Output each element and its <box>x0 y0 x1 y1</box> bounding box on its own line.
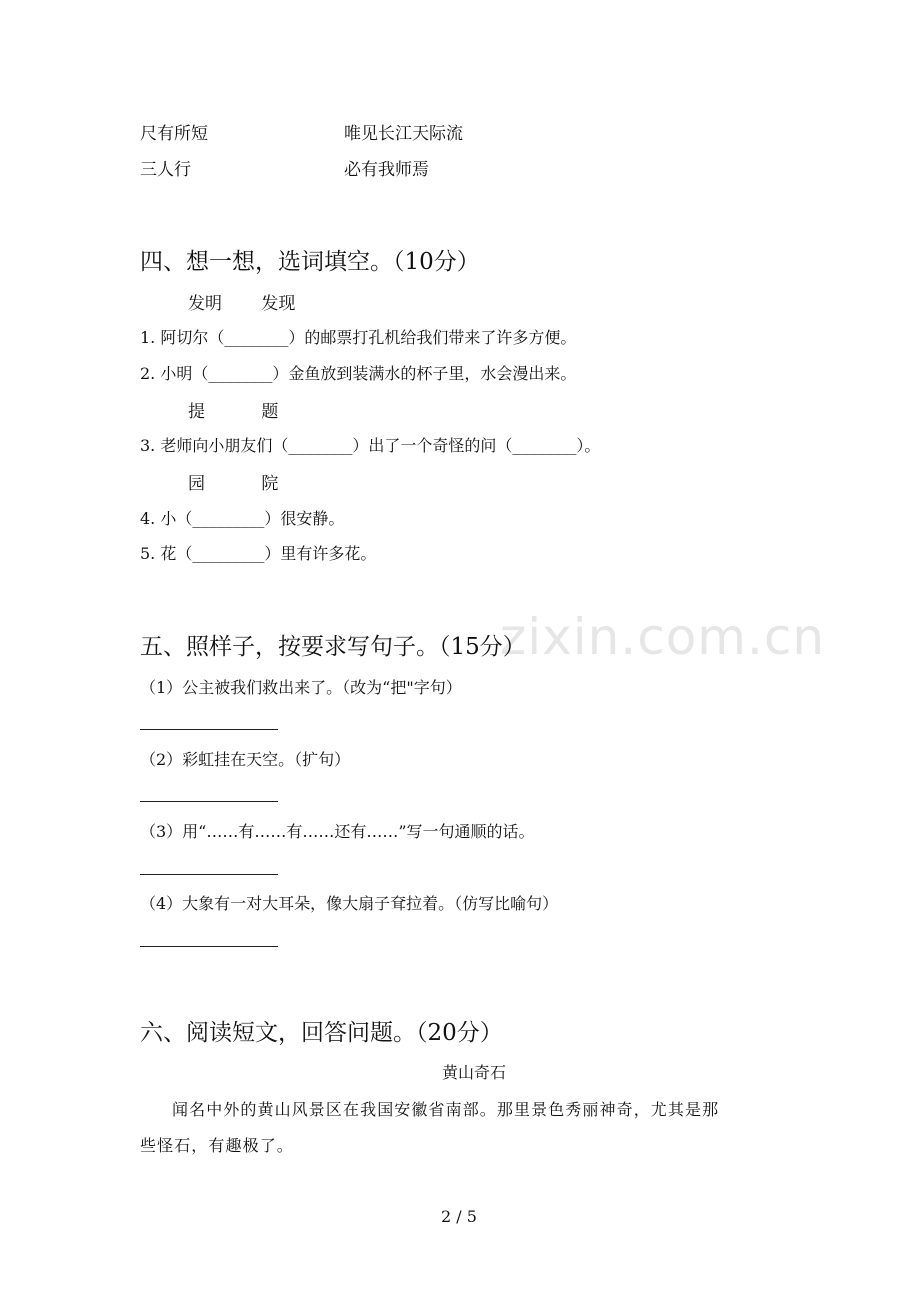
passage-title: 黄山奇石 <box>442 1063 507 1082</box>
rewrite-item-4: （4）大象有一对大耳朵，像大扇子耷拉着。（仿写比喻句） <box>140 894 559 913</box>
rewrite-item-2: （2）彩虹挂在天空。（扩句） <box>140 750 351 769</box>
word-choice-group-3: 园 院 <box>188 474 279 494</box>
passage-line-2: 些怪石，有趣极了。 <box>140 1136 294 1155</box>
fill-item-3: 3. 老师向小朋友们（________）出了一个奇怪的问（________）。 <box>140 436 601 455</box>
page-number: 2 / 5 <box>441 1207 477 1226</box>
answer-line-2[interactable] <box>140 801 278 802</box>
answer-line-4[interactable] <box>140 946 278 947</box>
match-right-2: 必有我师焉 <box>344 160 429 180</box>
word-choice-group-2: 提 题 <box>188 402 279 422</box>
answer-line-3[interactable] <box>140 874 278 875</box>
section4-heading: 四、想一想，选词填空。（10分） <box>140 249 480 275</box>
match-left-1: 尺有所短 <box>140 124 208 144</box>
section5-heading: 五、照样子，按要求写句子。（15分） <box>140 634 526 660</box>
fill-item-1: 1. 阿切尔（________）的邮票打孔机给我们带来了许多方便。 <box>140 328 577 347</box>
section6-heading: 六、阅读短文，回答问题。（20分） <box>140 1020 503 1046</box>
match-right-1: 唯见长江天际流 <box>344 124 463 144</box>
answer-line-1[interactable] <box>140 729 278 730</box>
match-left-2: 三人行 <box>140 160 191 180</box>
rewrite-item-1: （1）公主被我们救出来了。（改为“把"字句） <box>140 678 462 697</box>
fill-item-2: 2. 小明（________）金鱼放到装满水的杯子里，水会漫出来。 <box>140 364 577 383</box>
fill-item-4: 4. 小（_________）很安静。 <box>140 509 345 528</box>
watermark: zixin.com.cn <box>500 608 826 666</box>
rewrite-item-3: （3）用“……有……有……还有……”写一句通顺的话。 <box>140 822 535 841</box>
passage-line-1: 闻名中外的黄山风景区在我国安徽省南部。那里景色秀丽神奇，尤其是那 <box>172 1100 720 1119</box>
word-choice-group-1: 发明 发现 <box>188 294 296 314</box>
fill-item-5: 5. 花（_________）里有许多花。 <box>140 544 377 563</box>
